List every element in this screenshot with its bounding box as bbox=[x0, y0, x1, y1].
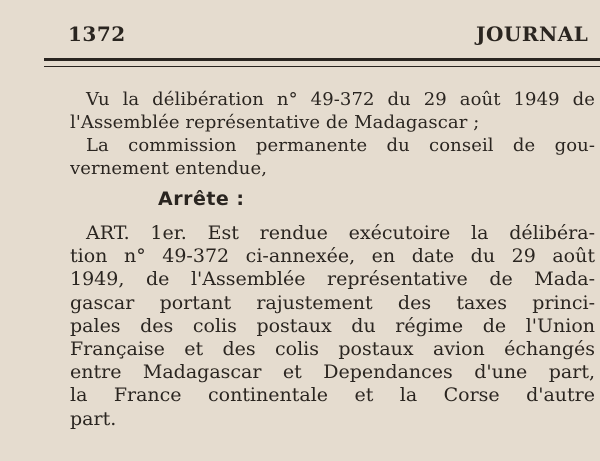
article-line: gascar portant rajustement des taxes princi- bbox=[70, 291, 595, 314]
considerant-line: vernement entendue, bbox=[70, 158, 268, 179]
article-line: pales des colis postaux du régime de l'Union bbox=[70, 314, 595, 337]
page-header bbox=[0, 0, 600, 58]
considerant-line: Vu la délibération n° 49-372 du 29 août 1949 de bbox=[86, 89, 595, 110]
header-rule-thin bbox=[44, 66, 600, 67]
article-line: la France continentale et la Corse d'autre bbox=[70, 384, 595, 407]
considerants-block bbox=[70, 88, 595, 180]
considerant-line: l'Assemblée représentative de Madagascar ; bbox=[70, 112, 480, 133]
article-line: Française et des colis postaux avion échangés bbox=[70, 338, 595, 361]
article-line: part. bbox=[70, 407, 117, 430]
article-line: ART. 1er. Est rendue exécutoire la délibéra- bbox=[86, 222, 595, 244]
article-line: tion n° 49-372 ci-annexée, en date du 29 août bbox=[70, 245, 595, 268]
arrete-heading: Arrête : bbox=[158, 188, 245, 210]
header-rule-thick bbox=[44, 58, 600, 61]
article-line: entre Madagascar et Dependances d'une part, bbox=[70, 361, 595, 384]
page-number: 1372 bbox=[68, 22, 126, 46]
article-1-block bbox=[70, 222, 595, 431]
considerant-line: La commission permanente du conseil de gou- bbox=[86, 135, 595, 156]
journal-title: JOURNAL bbox=[476, 22, 589, 46]
article-line: 1949, de l'Assemblée représentative de Mada- bbox=[70, 268, 595, 291]
